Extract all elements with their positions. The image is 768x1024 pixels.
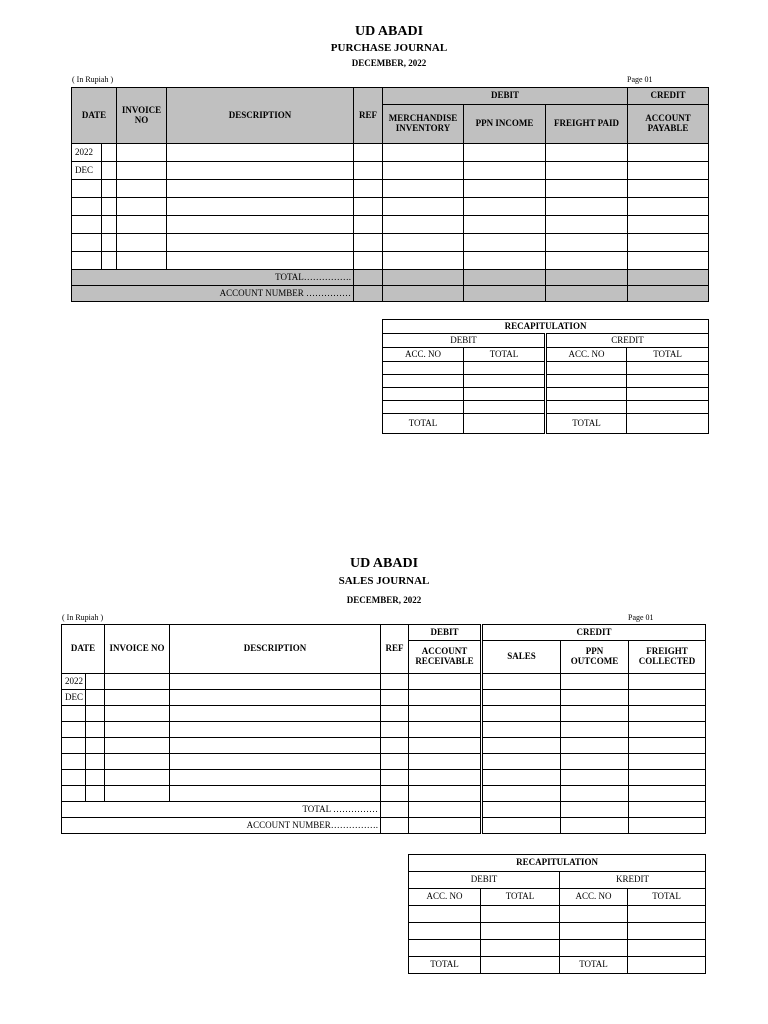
purchase-recap-cell[interactable]: [627, 375, 709, 388]
purchase-row-cell[interactable]: [628, 234, 709, 252]
purchase-total-cell[interactable]: [628, 270, 709, 286]
sales-row-date: DEC: [62, 690, 86, 706]
purchase-header-invoice-line1: INVOICE: [121, 104, 162, 115]
purchase-row-date: [72, 180, 102, 198]
purchase-row-cell[interactable]: [628, 162, 709, 180]
sales-row-cell[interactable]: [381, 690, 409, 706]
purchase-row-cell[interactable]: [102, 216, 117, 234]
purchase-header-ap-line2: PAYABLE: [647, 123, 689, 133]
purchase-recap-table: [382, 319, 709, 434]
sales-recap-row: [409, 923, 706, 940]
purchase-table-row: [72, 234, 709, 252]
purchase-row-cell[interactable]: [167, 144, 354, 162]
purchase-company-name: UD ABADI: [354, 24, 424, 39]
sales-table-row: [62, 786, 706, 802]
purchase-row-cell[interactable]: [117, 144, 167, 162]
purchase-row-cell[interactable]: [383, 252, 464, 270]
purchase-row-cell[interactable]: [354, 180, 383, 198]
purchase-journal-title: PURCHASE JOURNAL: [330, 42, 448, 54]
sales-row-date: 2022: [62, 674, 86, 690]
sales-row-cell[interactable]: [482, 674, 561, 690]
purchase-recap-cell[interactable]: [546, 375, 627, 388]
purchase-row-cell[interactable]: [354, 252, 383, 270]
sales-row-cell[interactable]: [482, 722, 561, 738]
purchase-recap-total-cell[interactable]: [627, 414, 709, 434]
sales-recap-cell[interactable]: [409, 940, 481, 957]
sales-row-cell[interactable]: [105, 706, 170, 722]
sales-row-cell[interactable]: [170, 722, 381, 738]
sales-table-row: [62, 754, 706, 770]
sales-recap-cell[interactable]: [560, 940, 628, 957]
purchase-row-cell[interactable]: [464, 144, 546, 162]
sales-account-number-cell[interactable]: [409, 818, 482, 834]
sales-header-freight-line2: COLLECTED: [638, 656, 696, 666]
purchase-row-cell[interactable]: [546, 198, 628, 216]
purchase-row-cell[interactable]: [464, 216, 546, 234]
sales-row-cell[interactable]: [105, 754, 170, 770]
purchase-recap-cell[interactable]: [546, 388, 627, 401]
purchase-row-cell[interactable]: [167, 216, 354, 234]
sales-row-cell[interactable]: [629, 690, 706, 706]
sales-row-cell[interactable]: [170, 738, 381, 754]
purchase-row-cell[interactable]: [546, 144, 628, 162]
purchase-row-cell[interactable]: [628, 216, 709, 234]
purchase-recap-row: [383, 388, 709, 401]
purchase-row-cell[interactable]: [102, 144, 117, 162]
sales-row-cell[interactable]: [381, 722, 409, 738]
sales-currency-note: ( In Rupiah ): [62, 613, 104, 622]
purchase-row-cell[interactable]: [383, 198, 464, 216]
sales-header-ref: REF: [381, 625, 409, 674]
purchase-recap-debit-total: TOTAL: [464, 348, 546, 362]
sales-row-cell[interactable]: [629, 706, 706, 722]
purchase-recap-debit-acc-no: ACC. NO: [383, 348, 464, 362]
sales-row-cell[interactable]: [86, 738, 105, 754]
purchase-table-row: [72, 162, 709, 180]
sales-row-cell[interactable]: [409, 770, 482, 786]
sales-recap-credit: KREDIT: [560, 872, 706, 889]
sales-header-debit: DEBIT: [409, 625, 482, 641]
sales-table-row: [62, 738, 706, 754]
sales-recap-total-label-debit: TOTAL: [409, 957, 481, 974]
sales-row-cell[interactable]: [170, 674, 381, 690]
purchase-recap-cell[interactable]: [383, 401, 464, 414]
purchase-total-cell[interactable]: [546, 270, 628, 286]
sales-row-cell[interactable]: [86, 722, 105, 738]
purchase-row-cell[interactable]: [383, 180, 464, 198]
purchase-header-description: DESCRIPTION: [167, 88, 354, 144]
purchase-header-freight-paid: FREIGHT PAID: [546, 105, 628, 144]
sales-recap-title: RECAPITULATION: [409, 855, 706, 872]
sales-row-cell[interactable]: [629, 770, 706, 786]
sales-recap-credit-total: TOTAL: [628, 889, 706, 906]
sales-row-date: [62, 754, 86, 770]
sales-row-cell[interactable]: [105, 770, 170, 786]
sales-row-cell[interactable]: [629, 722, 706, 738]
sales-total-cell[interactable]: [381, 802, 409, 818]
sales-row-cell[interactable]: [409, 674, 482, 690]
sales-row-cell[interactable]: [105, 738, 170, 754]
sales-row-cell[interactable]: [482, 706, 561, 722]
sales-row-cell[interactable]: [86, 674, 105, 690]
sales-row-cell[interactable]: [170, 786, 381, 802]
purchase-recap-cell[interactable]: [546, 362, 627, 375]
purchase-row-cell[interactable]: [383, 234, 464, 252]
sales-recap-cell[interactable]: [481, 923, 560, 940]
sales-recap-debit: DEBIT: [409, 872, 560, 889]
purchase-row-cell[interactable]: [167, 252, 354, 270]
sales-total-cell[interactable]: [409, 802, 482, 818]
purchase-currency-note: ( In Rupiah ): [72, 75, 114, 84]
purchase-recap-cell[interactable]: [383, 388, 464, 401]
sales-row-cell[interactable]: [105, 722, 170, 738]
purchase-journal-table: [71, 87, 709, 302]
purchase-row-cell[interactable]: [167, 198, 354, 216]
purchase-row-cell[interactable]: [354, 162, 383, 180]
sales-row-cell[interactable]: [86, 690, 105, 706]
sales-row-cell[interactable]: [381, 786, 409, 802]
sales-table-row: [62, 770, 706, 786]
sales-table-row: [62, 706, 706, 722]
sales-row-cell[interactable]: [482, 754, 561, 770]
purchase-row-cell[interactable]: [102, 162, 117, 180]
purchase-recap-credit-total: TOTAL: [627, 348, 709, 362]
purchase-row-cell[interactable]: [628, 198, 709, 216]
sales-row-cell[interactable]: [561, 770, 629, 786]
sales-row-cell[interactable]: [629, 674, 706, 690]
sales-header-freight-collected: [629, 641, 706, 674]
purchase-table-row: [72, 180, 709, 198]
sales-row-cell[interactable]: [561, 754, 629, 770]
purchase-table-row: [72, 252, 709, 270]
purchase-header-ppn-income: PPN INCOME: [464, 105, 546, 144]
purchase-account-number-cell[interactable]: [628, 286, 709, 302]
sales-row-cell[interactable]: [381, 770, 409, 786]
sales-row-cell[interactable]: [381, 754, 409, 770]
purchase-row-cell[interactable]: [117, 198, 167, 216]
sales-total-cell[interactable]: [561, 802, 629, 818]
sales-header-ar-line1: ACCOUNT: [421, 646, 468, 657]
purchase-row-date: DEC: [72, 162, 102, 180]
sales-recap-debit-total: TOTAL: [481, 889, 560, 906]
purchase-row-cell[interactable]: [117, 180, 167, 198]
purchase-row-cell[interactable]: [354, 234, 383, 252]
purchase-recap-cell[interactable]: [627, 362, 709, 375]
purchase-row-cell[interactable]: [383, 216, 464, 234]
purchase-header-merch-line2: INVENTORY: [395, 123, 451, 133]
purchase-row-cell[interactable]: [546, 216, 628, 234]
purchase-row-cell[interactable]: [383, 144, 464, 162]
sales-row-date: [62, 722, 86, 738]
sales-row-cell[interactable]: [381, 738, 409, 754]
sales-row-cell[interactable]: [482, 690, 561, 706]
purchase-row-date: [72, 234, 102, 252]
sales-row-cell[interactable]: [170, 754, 381, 770]
sales-row-cell[interactable]: [105, 674, 170, 690]
sales-account-number-cell[interactable]: [482, 818, 561, 834]
purchase-header-ref: REF: [354, 88, 383, 144]
sales-recap-table: [408, 854, 706, 974]
sales-row-cell[interactable]: [629, 738, 706, 754]
purchase-account-number-cell[interactable]: [464, 286, 546, 302]
sales-row-cell[interactable]: [482, 786, 561, 802]
purchase-recap-cell[interactable]: [546, 401, 627, 414]
sales-recap-cell[interactable]: [560, 906, 628, 923]
purchase-recap-row: [383, 362, 709, 375]
sales-account-number-label: ACCOUNT NUMBER…………….: [62, 818, 381, 834]
purchase-header-invoice: [117, 88, 167, 144]
sales-row-cell[interactable]: [409, 722, 482, 738]
purchase-account-number-cell[interactable]: [383, 286, 464, 302]
purchase-recap-row: [383, 401, 709, 414]
purchase-row-cell[interactable]: [546, 252, 628, 270]
purchase-table-row: [72, 198, 709, 216]
sales-row-cell[interactable]: [381, 706, 409, 722]
sales-header-ppn-outcome: [561, 641, 629, 674]
sales-header-sales: SALES: [482, 641, 561, 674]
sales-row-cell[interactable]: [561, 706, 629, 722]
purchase-row-cell[interactable]: [167, 180, 354, 198]
purchase-row-cell[interactable]: [546, 162, 628, 180]
sales-header-invoice: INVOICE NO: [105, 625, 170, 674]
sales-recap-cell[interactable]: [628, 940, 706, 957]
purchase-recap-cell[interactable]: [464, 401, 546, 414]
purchase-row-cell[interactable]: [117, 216, 167, 234]
sales-recap-row: [409, 906, 706, 923]
sales-recap-cell[interactable]: [628, 923, 706, 940]
purchase-row-cell[interactable]: [464, 180, 546, 198]
sales-account-number-cell[interactable]: [381, 818, 409, 834]
sales-row-cell[interactable]: [86, 770, 105, 786]
purchase-recap-cell[interactable]: [383, 362, 464, 375]
purchase-recap-cell[interactable]: [627, 401, 709, 414]
sales-recap-total-label-credit: TOTAL: [560, 957, 628, 974]
purchase-row-cell[interactable]: [464, 234, 546, 252]
purchase-period: DECEMBER, 2022: [351, 58, 427, 68]
sales-recap-total-cell[interactable]: [628, 957, 706, 974]
purchase-row-cell[interactable]: [117, 252, 167, 270]
purchase-recap-total-cell[interactable]: [464, 414, 546, 434]
sales-recap-total-cell[interactable]: [481, 957, 560, 974]
sales-row-cell[interactable]: [561, 674, 629, 690]
purchase-recap-cell[interactable]: [464, 388, 546, 401]
purchase-header-merchandise: [383, 105, 464, 144]
sales-row-cell[interactable]: [170, 770, 381, 786]
sales-recap-cell[interactable]: [409, 906, 481, 923]
sales-row-cell[interactable]: [409, 754, 482, 770]
purchase-row-cell[interactable]: [546, 180, 628, 198]
sales-row-cell[interactable]: [409, 706, 482, 722]
sales-row-cell[interactable]: [629, 786, 706, 802]
sales-table-row: [62, 674, 706, 690]
purchase-row-cell[interactable]: [117, 162, 167, 180]
purchase-row-cell[interactable]: [102, 180, 117, 198]
purchase-total-cell[interactable]: [383, 270, 464, 286]
purchase-recap-title: RECAPITULATION: [383, 320, 709, 334]
purchase-header-debit: DEBIT: [383, 88, 628, 105]
purchase-row-cell[interactable]: [464, 198, 546, 216]
purchase-recap-cell[interactable]: [464, 362, 546, 375]
sales-row-date: [62, 786, 86, 802]
purchase-account-number-label: ACCOUNT NUMBER ……………: [72, 286, 354, 302]
sales-company-name: UD ABADI: [349, 556, 419, 571]
sales-header-account-receivable: [409, 641, 482, 674]
purchase-row-cell[interactable]: [354, 198, 383, 216]
purchase-header-date: DATE: [72, 88, 117, 144]
sales-account-number-cell[interactable]: [561, 818, 629, 834]
sales-recap-cell[interactable]: [628, 906, 706, 923]
sales-row-cell[interactable]: [561, 738, 629, 754]
sales-total-cell[interactable]: [482, 802, 561, 818]
purchase-total-label: TOTAL…………….: [72, 270, 354, 286]
sales-header-freight-line1: FREIGHT: [646, 646, 688, 657]
purchase-recap-credit-acc-no: ACC. NO: [546, 348, 627, 362]
sales-recap-credit-acc-no: ACC. NO: [560, 889, 628, 906]
purchase-row-cell[interactable]: [383, 162, 464, 180]
sales-row-cell[interactable]: [86, 706, 105, 722]
sales-row-cell[interactable]: [409, 738, 482, 754]
sales-row-cell[interactable]: [105, 690, 170, 706]
sales-row-cell[interactable]: [86, 754, 105, 770]
purchase-row-cell[interactable]: [102, 252, 117, 270]
sales-total-cell[interactable]: [629, 802, 706, 818]
sales-row-cell[interactable]: [105, 786, 170, 802]
purchase-recap-row: [383, 375, 709, 388]
sales-header-ppn-line2: OUTCOME: [570, 656, 619, 666]
sales-row-cell[interactable]: [381, 674, 409, 690]
purchase-table-row: [72, 144, 709, 162]
sales-table-row: [62, 722, 706, 738]
purchase-row-cell[interactable]: [117, 234, 167, 252]
sales-row-date: [62, 738, 86, 754]
purchase-total-cell[interactable]: [464, 270, 546, 286]
purchase-header-credit: CREDIT: [628, 88, 709, 105]
sales-journal-title: SALES JOURNAL: [338, 575, 430, 587]
sales-table-row: [62, 690, 706, 706]
sales-header-credit: CREDIT: [482, 625, 706, 641]
sales-page-number: Page 01: [628, 613, 654, 622]
sales-row-cell[interactable]: [482, 738, 561, 754]
purchase-row-cell[interactable]: [167, 234, 354, 252]
sales-recap-row: [409, 940, 706, 957]
sales-row-cell[interactable]: [170, 706, 381, 722]
purchase-table-row: [72, 216, 709, 234]
purchase-row-cell[interactable]: [354, 216, 383, 234]
sales-row-cell[interactable]: [170, 690, 381, 706]
sales-account-number-cell[interactable]: [629, 818, 706, 834]
purchase-recap-total-label-credit: TOTAL: [546, 414, 627, 434]
sales-period: DECEMBER, 2022: [346, 595, 422, 605]
purchase-header-ap-line1: ACCOUNT: [645, 113, 691, 124]
sales-row-date: [62, 770, 86, 786]
purchase-row-cell[interactable]: [102, 234, 117, 252]
sales-row-date: [62, 706, 86, 722]
purchase-recap-cell[interactable]: [383, 375, 464, 388]
purchase-row-cell[interactable]: [628, 180, 709, 198]
sales-header-ar-line2: RECEIVABLE: [415, 656, 474, 666]
purchase-row-cell[interactable]: [464, 252, 546, 270]
purchase-recap-cell[interactable]: [464, 375, 546, 388]
purchase-recap-total-label-debit: TOTAL: [383, 414, 464, 434]
purchase-header-merch-line1: MERCHANDISE: [388, 113, 458, 124]
purchase-row-cell[interactable]: [167, 162, 354, 180]
sales-row-cell[interactable]: [561, 690, 629, 706]
sales-recap-cell[interactable]: [560, 923, 628, 940]
purchase-recap-credit: CREDIT: [546, 334, 709, 348]
sales-header-description: DESCRIPTION: [170, 625, 381, 674]
purchase-row-date: [72, 216, 102, 234]
purchase-total-cell[interactable]: [354, 270, 383, 286]
purchase-recap-cell[interactable]: [627, 388, 709, 401]
purchase-row-cell[interactable]: [354, 144, 383, 162]
sales-header-ppn-line1: PPN: [585, 646, 604, 657]
purchase-header-invoice-line2: NO: [134, 114, 149, 125]
purchase-row-cell[interactable]: [546, 234, 628, 252]
purchase-account-number-cell[interactable]: [354, 286, 383, 302]
sales-row-cell[interactable]: [409, 690, 482, 706]
purchase-row-cell[interactable]: [628, 252, 709, 270]
purchase-row-cell[interactable]: [464, 162, 546, 180]
purchase-row-date: 2022: [72, 144, 102, 162]
purchase-header-account-payable: [628, 105, 709, 144]
purchase-row-date: [72, 252, 102, 270]
sales-row-cell[interactable]: [561, 786, 629, 802]
sales-row-cell[interactable]: [86, 786, 105, 802]
sales-total-label: TOTAL ……………: [62, 802, 381, 818]
sales-journal-table: [61, 624, 706, 834]
purchase-page-number: Page 01: [627, 75, 653, 84]
purchase-account-number-cell[interactable]: [546, 286, 628, 302]
sales-row-cell[interactable]: [561, 722, 629, 738]
sales-row-cell[interactable]: [629, 754, 706, 770]
sales-recap-cell[interactable]: [481, 906, 560, 923]
purchase-row-cell[interactable]: [102, 198, 117, 216]
sales-row-cell[interactable]: [482, 770, 561, 786]
sales-header-date: DATE: [62, 625, 105, 674]
sales-recap-debit-acc-no: ACC. NO: [409, 889, 481, 906]
purchase-row-date: [72, 198, 102, 216]
purchase-recap-debit: DEBIT: [383, 334, 546, 348]
sales-recap-cell[interactable]: [409, 923, 481, 940]
sales-row-cell[interactable]: [409, 786, 482, 802]
purchase-row-cell[interactable]: [628, 144, 709, 162]
sales-recap-cell[interactable]: [481, 940, 560, 957]
